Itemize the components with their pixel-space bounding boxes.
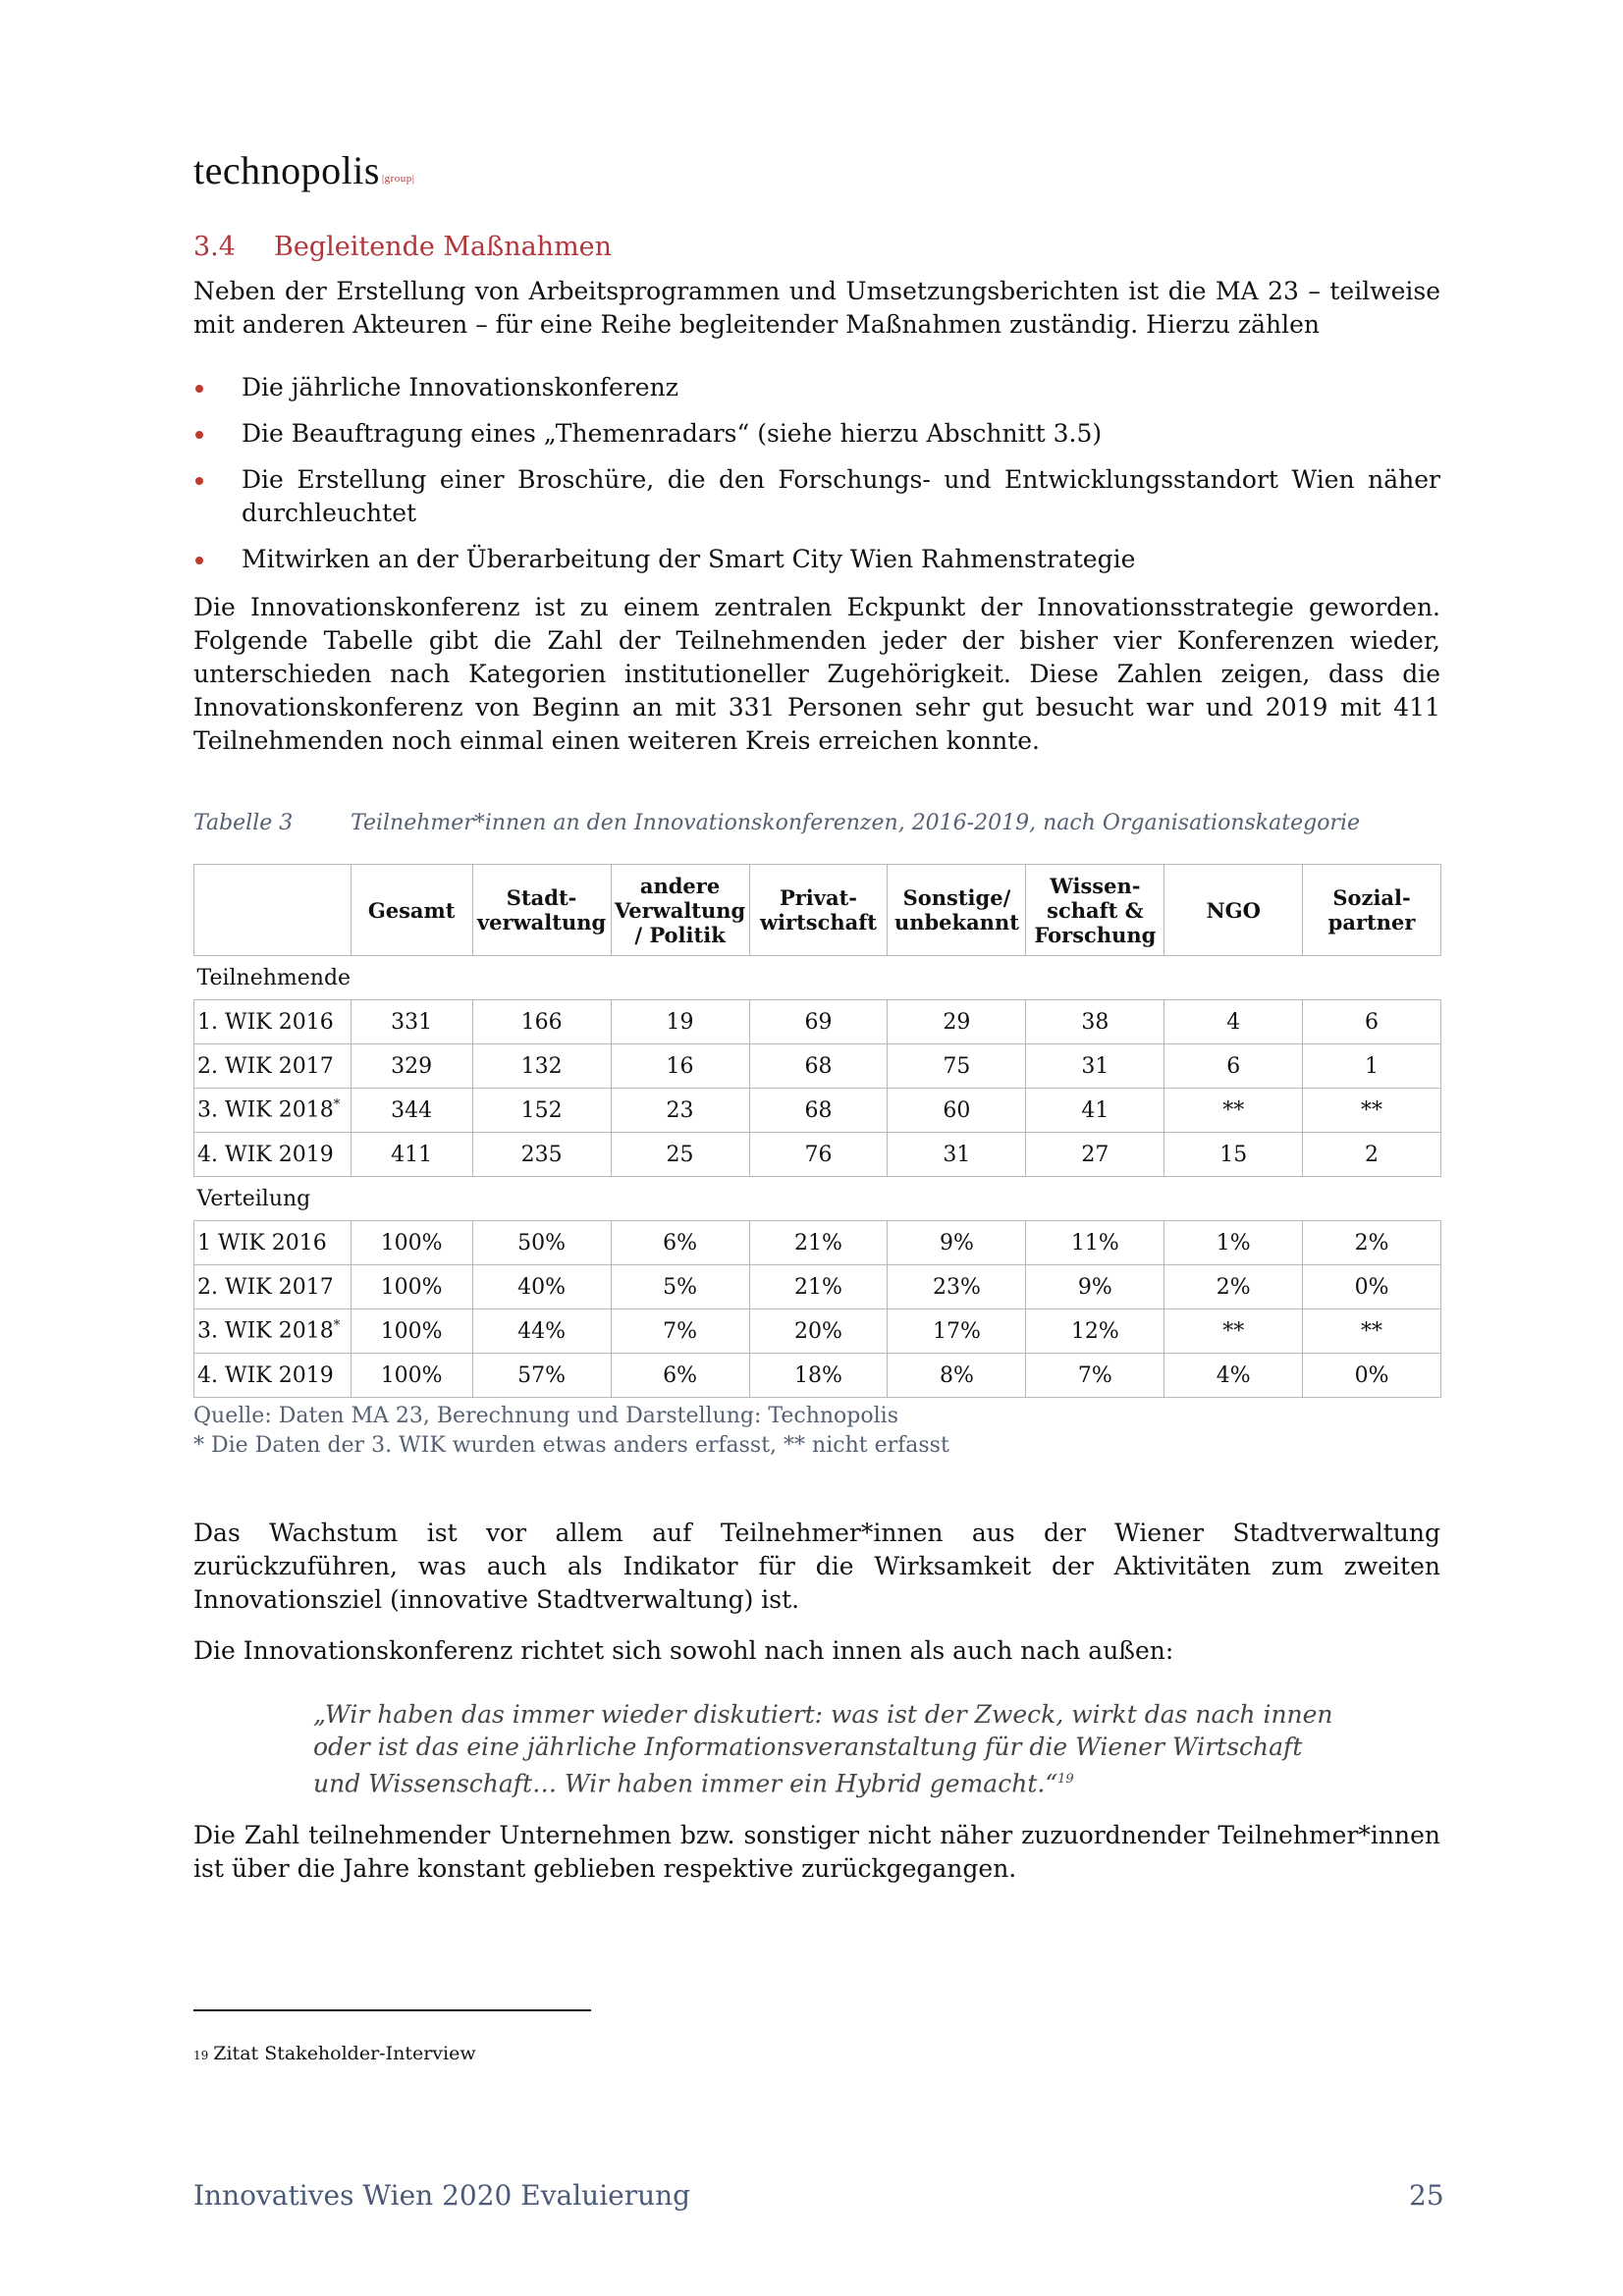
- footnote-divider: [193, 2009, 591, 2011]
- footer-title: Innovatives Wien 2020 Evaluierung: [193, 2179, 691, 2212]
- table-cell: 38: [1026, 1000, 1164, 1044]
- table-cell: 100%: [351, 1354, 472, 1398]
- participants-table: [193, 864, 1441, 1398]
- table-cell: 6%: [611, 1221, 749, 1265]
- table-cell: 329: [351, 1044, 472, 1089]
- bullet-icon: [195, 557, 203, 564]
- header-empty: [194, 865, 352, 956]
- bullet-icon: [195, 385, 203, 393]
- section-title: Begleitende Maßnahmen: [274, 232, 613, 262]
- table-cell: 2%: [1164, 1265, 1303, 1309]
- row-label: 2. WIK 2017: [194, 1044, 352, 1089]
- table-cell: 18%: [749, 1354, 888, 1398]
- row-label: 3. WIK 2018*: [194, 1309, 352, 1354]
- table-cell: 29: [888, 1000, 1026, 1044]
- table-cell: **: [1303, 1089, 1441, 1133]
- table-cell: 100%: [351, 1265, 472, 1309]
- table-cell: **: [1164, 1309, 1303, 1354]
- table-cell: 1%: [1164, 1221, 1303, 1265]
- table-cell: 31: [888, 1133, 1026, 1177]
- table-cell: **: [1303, 1309, 1441, 1354]
- table-cell: 2%: [1303, 1221, 1441, 1265]
- table-cell: 12%: [1026, 1309, 1164, 1354]
- column-header: Privat- wirtschaft: [749, 865, 888, 956]
- table-cell: 21%: [749, 1221, 888, 1265]
- table-caption-label: Tabelle 3: [193, 811, 294, 835]
- table-cell: 1: [1303, 1044, 1441, 1089]
- table-caption: [193, 811, 1360, 835]
- footnote-ref: 19: [1057, 1772, 1074, 1787]
- table-cell: 23: [611, 1089, 749, 1133]
- intro-paragraph: Neben der Erstellung von Arbeitsprogrammen und Umsetzungsberichten ist die MA 23 – teilweise mit anderen Akteuren – für eine Reihe begleitender Maßnahmen zuständig. Hierzu zählen: [193, 277, 1440, 339]
- table-note: * Die Daten der 3. WIK wurden etwas anders erfasst, ** nicht erfasst: [193, 1433, 949, 1458]
- table-cell: 166: [472, 1000, 611, 1044]
- technopolis-logo: technopolis |group|: [193, 148, 415, 192]
- section-number: 3.4: [193, 232, 236, 262]
- table-row: [194, 1309, 1441, 1354]
- table-row: [194, 1265, 1441, 1309]
- table-cell: 235: [472, 1133, 611, 1177]
- table-row: [194, 1354, 1441, 1398]
- table-cell: 9%: [1026, 1265, 1164, 1309]
- page-number: 25: [1409, 2179, 1444, 2212]
- table-group-row: [194, 1177, 1441, 1221]
- table-caption-text: Teilnehmer*innen an den Innovationskonferenzen, 2016-2019, nach Organisationskategorie: [351, 811, 1361, 835]
- bullet-icon: [195, 477, 203, 485]
- row-label: 1. WIK 2016: [194, 1000, 352, 1044]
- column-header: NGO: [1164, 865, 1303, 956]
- companies-paragraph: Die Zahl teilnehmender Unternehmen bzw. sonstiger nicht näher zuzuordnender Teilnehmer*innen ist über die Jahre konstant geblieben respektive zurückgegangen.: [193, 1821, 1440, 1883]
- row-label: 4. WIK 2019: [194, 1354, 352, 1398]
- table-cell: 40%: [472, 1265, 611, 1309]
- table-cell: 25: [611, 1133, 749, 1177]
- list-item: Die Beauftragung eines „Themenradars“ (siehe hierzu Abschnitt 3.5): [193, 417, 1440, 451]
- table-cell: 23%: [888, 1265, 1026, 1309]
- table-cell: 152: [472, 1089, 611, 1133]
- list-item: Die jährliche Innovationskonferenz: [193, 371, 1440, 404]
- table-cell: 344: [351, 1089, 472, 1133]
- table-row: [194, 1089, 1441, 1133]
- table-row: [194, 1044, 1441, 1089]
- table-cell: 6%: [611, 1354, 749, 1398]
- table-cell: 17%: [888, 1309, 1026, 1354]
- table-cell: 6: [1164, 1044, 1303, 1089]
- table-cell: 9%: [888, 1221, 1026, 1265]
- table-cell: 16: [611, 1044, 749, 1089]
- column-header: andere Verwaltung / Politik: [611, 865, 749, 956]
- table-cell: 4: [1164, 1000, 1303, 1044]
- table-cell: 41: [1026, 1089, 1164, 1133]
- table-cell: 68: [749, 1089, 888, 1133]
- table-cell: 132: [472, 1044, 611, 1089]
- table-cell: 44%: [472, 1309, 611, 1354]
- list-item: Mitwirken an der Überarbeitung der Smart City Wien Rahmenstrategie: [193, 543, 1440, 576]
- table-group-row: [194, 956, 1441, 1000]
- column-header: Sozial- partner: [1303, 865, 1441, 956]
- table-cell: 6: [1303, 1000, 1441, 1044]
- table-cell: 50%: [472, 1221, 611, 1265]
- row-label: 2. WIK 2017: [194, 1265, 352, 1309]
- orientation-paragraph: Die Innovationskonferenz richtet sich sowohl nach innen als auch nach außen:: [193, 1636, 1174, 1665]
- group-label: Teilnehmende: [194, 956, 1441, 1000]
- table-cell: 27: [1026, 1133, 1164, 1177]
- table-cell: 411: [351, 1133, 472, 1177]
- conference-paragraph: Die Innovationskonferenz ist zu einem zentralen Eckpunkt der Innovationsstrategie geworden. Folgende Tabelle gibt die Zahl der Teilnehmenden jeder der bisher vier Konferenzen wieder, unterschieden nach Kategorien institutioneller Zugehörigkeit. Diese Zahlen zeigen, dass die Innovationskonferenz von Beginn an mit 331 Personen sehr gut besucht war und 2019 mit 411 Teilnehmenden noch einmal einen weiteren Kreis erreichen konnte.: [193, 593, 1440, 755]
- list-item: Die Erstellung einer Broschüre, die den Forschungs- und Entwicklungsstandort Wien näher durchleuchtet: [193, 463, 1440, 530]
- table-cell: 331: [351, 1000, 472, 1044]
- table-cell: 0%: [1303, 1354, 1441, 1398]
- table-source: Quelle: Daten MA 23, Berechnung und Darstellung: Technopolis: [193, 1404, 898, 1428]
- table-cell: 60: [888, 1089, 1026, 1133]
- group-label: Verteilung: [194, 1177, 1441, 1221]
- table-cell: 11%: [1026, 1221, 1164, 1265]
- section-heading: [193, 232, 612, 262]
- column-header: Sonstige/ unbekannt: [888, 865, 1026, 956]
- stakeholder-quote: „Wir haben das immer wieder diskutiert: was ist der Zweck, wirkt das nach innen oder ist das eine jährliche Informationsveranstaltung für die Wiener Wirtschaft und Wissenschaft… Wir haben immer ein Hybrid gemacht.“$^{19}$: [313, 1700, 1333, 1798]
- table-cell: 100%: [351, 1309, 472, 1354]
- table-cell: 76: [749, 1133, 888, 1177]
- table-row: [194, 1133, 1441, 1177]
- table-cell: 15: [1164, 1133, 1303, 1177]
- growth-paragraph: Das Wachstum ist vor allem auf Teilnehmer*innen aus der Wiener Stadtverwaltung zurückzuführen, was auch als Indikator für die Wirksamkeit der Aktivitäten zum zweiten Innovationsziel (innovative Stadtverwaltung) ist.: [193, 1519, 1440, 1614]
- column-header: Wissen- schaft & Forschung: [1026, 865, 1164, 956]
- table-cell: 5%: [611, 1265, 749, 1309]
- table-cell: 69: [749, 1000, 888, 1044]
- table-cell: 75: [888, 1044, 1026, 1089]
- table-cell: 7%: [1026, 1354, 1164, 1398]
- row-label: 4. WIK 2019: [194, 1133, 352, 1177]
- table-cell: 4%: [1164, 1354, 1303, 1398]
- table-cell: 8%: [888, 1354, 1026, 1398]
- column-header: Gesamt: [351, 865, 472, 956]
- footnote: 19 Zitat Stakeholder-Interview: [193, 2043, 476, 2064]
- table-cell: 100%: [351, 1221, 472, 1265]
- measures-list: [193, 371, 1440, 589]
- row-label: 3. WIK 2018*: [194, 1089, 352, 1133]
- table-cell: 2: [1303, 1133, 1441, 1177]
- table-cell: 0%: [1303, 1265, 1441, 1309]
- table-cell: 57%: [472, 1354, 611, 1398]
- table-cell: 21%: [749, 1265, 888, 1309]
- table-cell: 20%: [749, 1309, 888, 1354]
- table-header-row: [194, 865, 1441, 956]
- table-row: [194, 1221, 1441, 1265]
- table-cell: 7%: [611, 1309, 749, 1354]
- table-cell: 68: [749, 1044, 888, 1089]
- table-row: [194, 1000, 1441, 1044]
- table-cell: 19: [611, 1000, 749, 1044]
- column-header: Stadt- verwaltung: [472, 865, 611, 956]
- table-cell: 31: [1026, 1044, 1164, 1089]
- table-cell: **: [1164, 1089, 1303, 1133]
- row-label: 1 WIK 2016: [194, 1221, 352, 1265]
- bullet-icon: [195, 431, 203, 439]
